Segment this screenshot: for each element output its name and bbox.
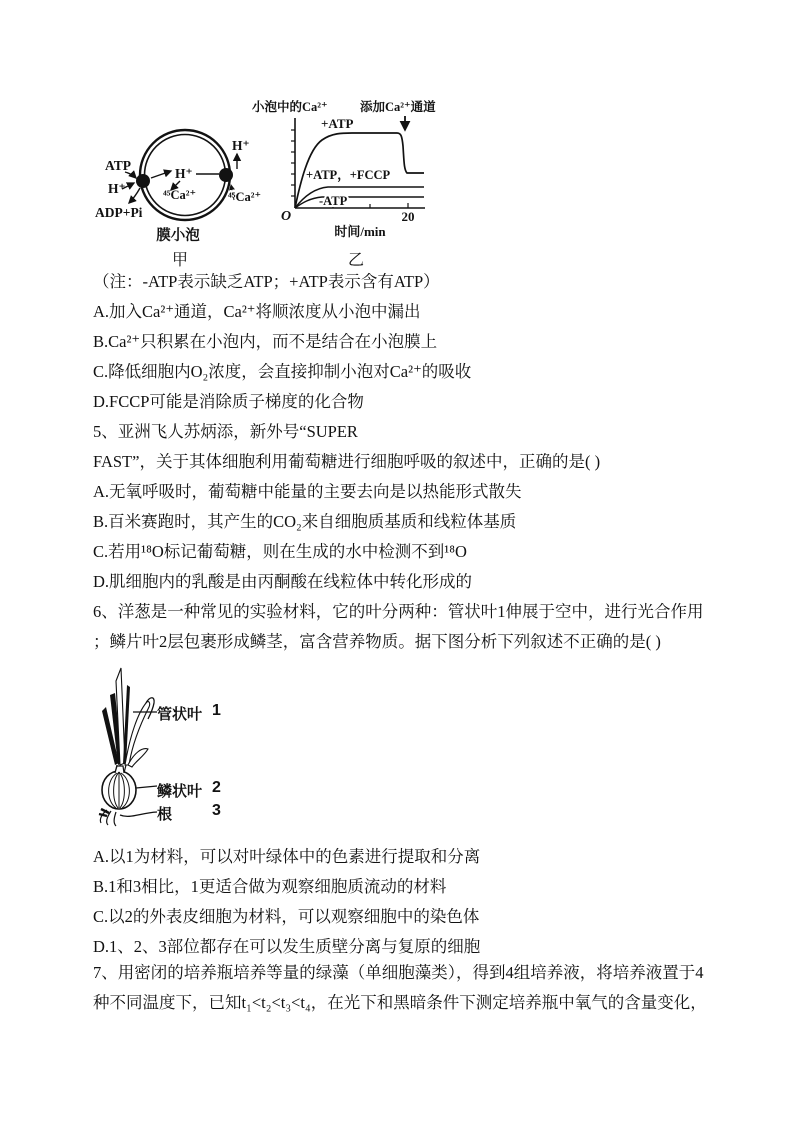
origin-label: O bbox=[281, 209, 292, 224]
atp-label: ATP bbox=[105, 158, 131, 173]
onion-number-1: 1 bbox=[212, 702, 221, 719]
x-tick-20-label: 20 bbox=[401, 209, 415, 224]
curve-fccp-label: +ATP，+FCCP bbox=[306, 168, 391, 182]
graph-y-label: 小泡中的Ca²⁺ bbox=[252, 100, 328, 114]
pump-to-inside-arrow bbox=[151, 171, 171, 178]
onion-label-scale-leaf: 鳞状叶 bbox=[157, 784, 203, 800]
note-line: （注：-ATP表示缺乏ATP；+ATP表示含有ATP） bbox=[93, 272, 440, 291]
q5-option-c: C.若用¹⁸O标记葡萄糖，则在生成的水中检测不到¹⁸O bbox=[93, 542, 467, 561]
q6-option-c: C.以2的外表皮细胞为材料，可以观察细胞中的染色体 bbox=[93, 907, 480, 926]
figure-jia-caption: 甲 bbox=[171, 252, 188, 269]
curve-noatp-label: -ATP bbox=[319, 194, 348, 208]
q6-stem-line1: 6、洋葱是一种常见的实验材料，它的叶分两种：管状叶1伸展于空中，进行光合作用 bbox=[93, 602, 704, 621]
q4-option-d: D.FCCP可能是消除质子梯度的化合物 bbox=[93, 392, 364, 411]
figure-yi-caption: 乙 bbox=[347, 252, 364, 269]
curve-minus-atp bbox=[295, 197, 424, 208]
q4-option-b: B.Ca²⁺只积累在小泡内，而不是结合在小泡膜上 bbox=[93, 332, 438, 351]
onion-number-3: 3 bbox=[212, 802, 221, 819]
adp-pi-label: ADP+Pi bbox=[95, 205, 143, 220]
adp-arrow bbox=[129, 188, 140, 203]
graph-x-label: 时间/min bbox=[334, 224, 386, 239]
q4-option-a: A.加入Ca²⁺通道，Ca²⁺将顺浓度从小泡中漏出 bbox=[93, 302, 421, 321]
h-right-label: H⁺ bbox=[232, 138, 250, 153]
q5-option-d: D.肌细胞内的乳酸是由丙酮酸在线粒体中转化形成的 bbox=[93, 572, 473, 591]
channel-annotation-label: 添加Ca²⁺通道 bbox=[360, 100, 436, 114]
h-left-label: H⁺ bbox=[108, 181, 126, 196]
q6-stem-line2: ；鳞片叶2层包裹形成鳞茎，富含营养物质。据下图分析下列叙述不正确的是( ) bbox=[93, 632, 661, 651]
antiporter-icon bbox=[219, 168, 233, 182]
q7-stem-line2: 种不同温度下，已知t₁<t₂<t₃<t₄，在光下和黑暗条件下测定培养瓶中氧气的含量变化， bbox=[93, 993, 707, 1012]
q5-stem-line2: FAST”，关于其体细胞利用葡萄糖进行细胞呼吸的叙述中，正确的是( ) bbox=[93, 452, 601, 471]
onion-number-2: 2 bbox=[212, 779, 221, 796]
proton-pump-icon bbox=[136, 174, 150, 188]
vesicle-title: 膜小泡 bbox=[156, 228, 200, 244]
curve-atp-label: +ATP bbox=[321, 116, 354, 131]
q6-option-b: B.1和3相比，1更适合做为观察细胞质流动的材料 bbox=[93, 877, 447, 896]
q7-stem-line1: 7、用密闭的培养瓶培养等量的绿藻（单细胞藻类），得到4组培养液，将培养液置于4 bbox=[93, 963, 704, 982]
calcium-uptake-graph bbox=[248, 88, 448, 273]
q4-option-c: C.降低细胞内O₂浓度，会直接抑制小泡对Ca²⁺的吸收 bbox=[93, 362, 472, 381]
onion-label-tubular-leaf: 管状叶 bbox=[157, 707, 203, 723]
q5-stem-line1: 5、亚洲飞人苏炳添，新外号“SUPER bbox=[93, 422, 358, 441]
q5-option-a: A.无氧呼吸时，葡萄糖中能量的主要去向是以热能形式散失 bbox=[93, 482, 522, 501]
ca-right-label: ⁴⁵Ca²⁺ bbox=[228, 190, 262, 204]
q6-option-a: A.以1为材料，可以对叶绿体中的色素进行提取和分离 bbox=[93, 847, 481, 866]
q6-option-d: D.1、2、3部位都存在可以发生质壁分离与复原的细胞 bbox=[93, 937, 481, 956]
h-inside-label: H⁺ bbox=[175, 166, 193, 181]
onion-label-root: 根 bbox=[157, 807, 173, 823]
ca-inside-label: ⁴⁵Ca²⁺ bbox=[163, 188, 197, 202]
q5-option-b: B.百米赛跑时，其产生的CO₂来自细胞质基质和线粒体基质 bbox=[93, 512, 517, 531]
onion-roots bbox=[99, 809, 116, 826]
